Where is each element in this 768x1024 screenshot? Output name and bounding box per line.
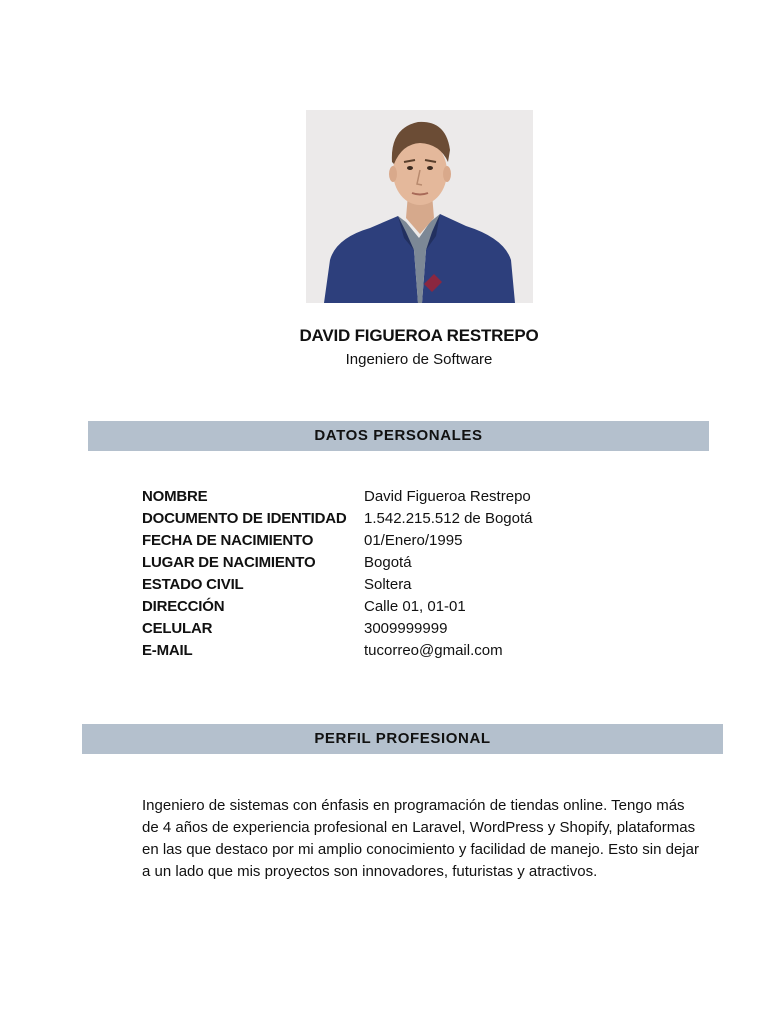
info-value: Calle 01, 01-01 <box>364 598 466 615</box>
info-row <box>142 552 533 574</box>
info-row <box>142 618 533 640</box>
info-row <box>142 508 533 530</box>
info-label: DIRECCIÓN <box>142 598 225 615</box>
info-row <box>142 640 533 662</box>
info-row <box>142 596 533 618</box>
person-name: DAVID FIGUEROA RESTREPO <box>299 326 539 345</box>
info-row <box>142 574 533 596</box>
profile-paragraph: Ingeniero de sistemas con énfasis en programación de tiendas online. Tengo más de 4 años de experiencia profesional en Laravel, WordPress y Shopify, plataformas en las que destaco por mi amplio conocimiento y facilidad de manejo. Esto sin dejar a un lado que mis proyectos son innovadores, futuristas y atractivos. <box>142 797 699 880</box>
job-title: Ingeniero de Software <box>345 351 493 368</box>
info-label: CELULAR <box>142 620 213 637</box>
info-label: FECHA DE NACIMIENTO <box>142 532 314 549</box>
info-label: DOCUMENTO DE IDENTIDAD <box>142 510 347 527</box>
info-label: ESTADO CIVIL <box>142 576 244 593</box>
info-value: David Figueroa Restrepo <box>364 488 531 505</box>
info-label: E-MAIL <box>142 642 193 659</box>
info-value: 1.542.215.512 de Bogotá <box>364 510 533 527</box>
info-row <box>142 530 533 552</box>
info-label: LUGAR DE NACIMIENTO <box>142 554 316 571</box>
profile-photo <box>306 110 533 303</box>
section-header-personal: DATOS PERSONALES <box>88 421 709 451</box>
info-row <box>142 486 533 508</box>
info-label: NOMBRE <box>142 488 208 505</box>
info-value: Bogotá <box>364 554 412 571</box>
section-header-profile: PERFIL PROFESIONAL <box>82 724 723 754</box>
info-value: 3009999999 <box>364 620 448 637</box>
info-value: Soltera <box>364 576 412 593</box>
personal-info-table <box>142 486 533 662</box>
info-value: 01/Enero/1995 <box>364 532 463 549</box>
email-value: tucorreo@gmail.com <box>364 642 503 659</box>
